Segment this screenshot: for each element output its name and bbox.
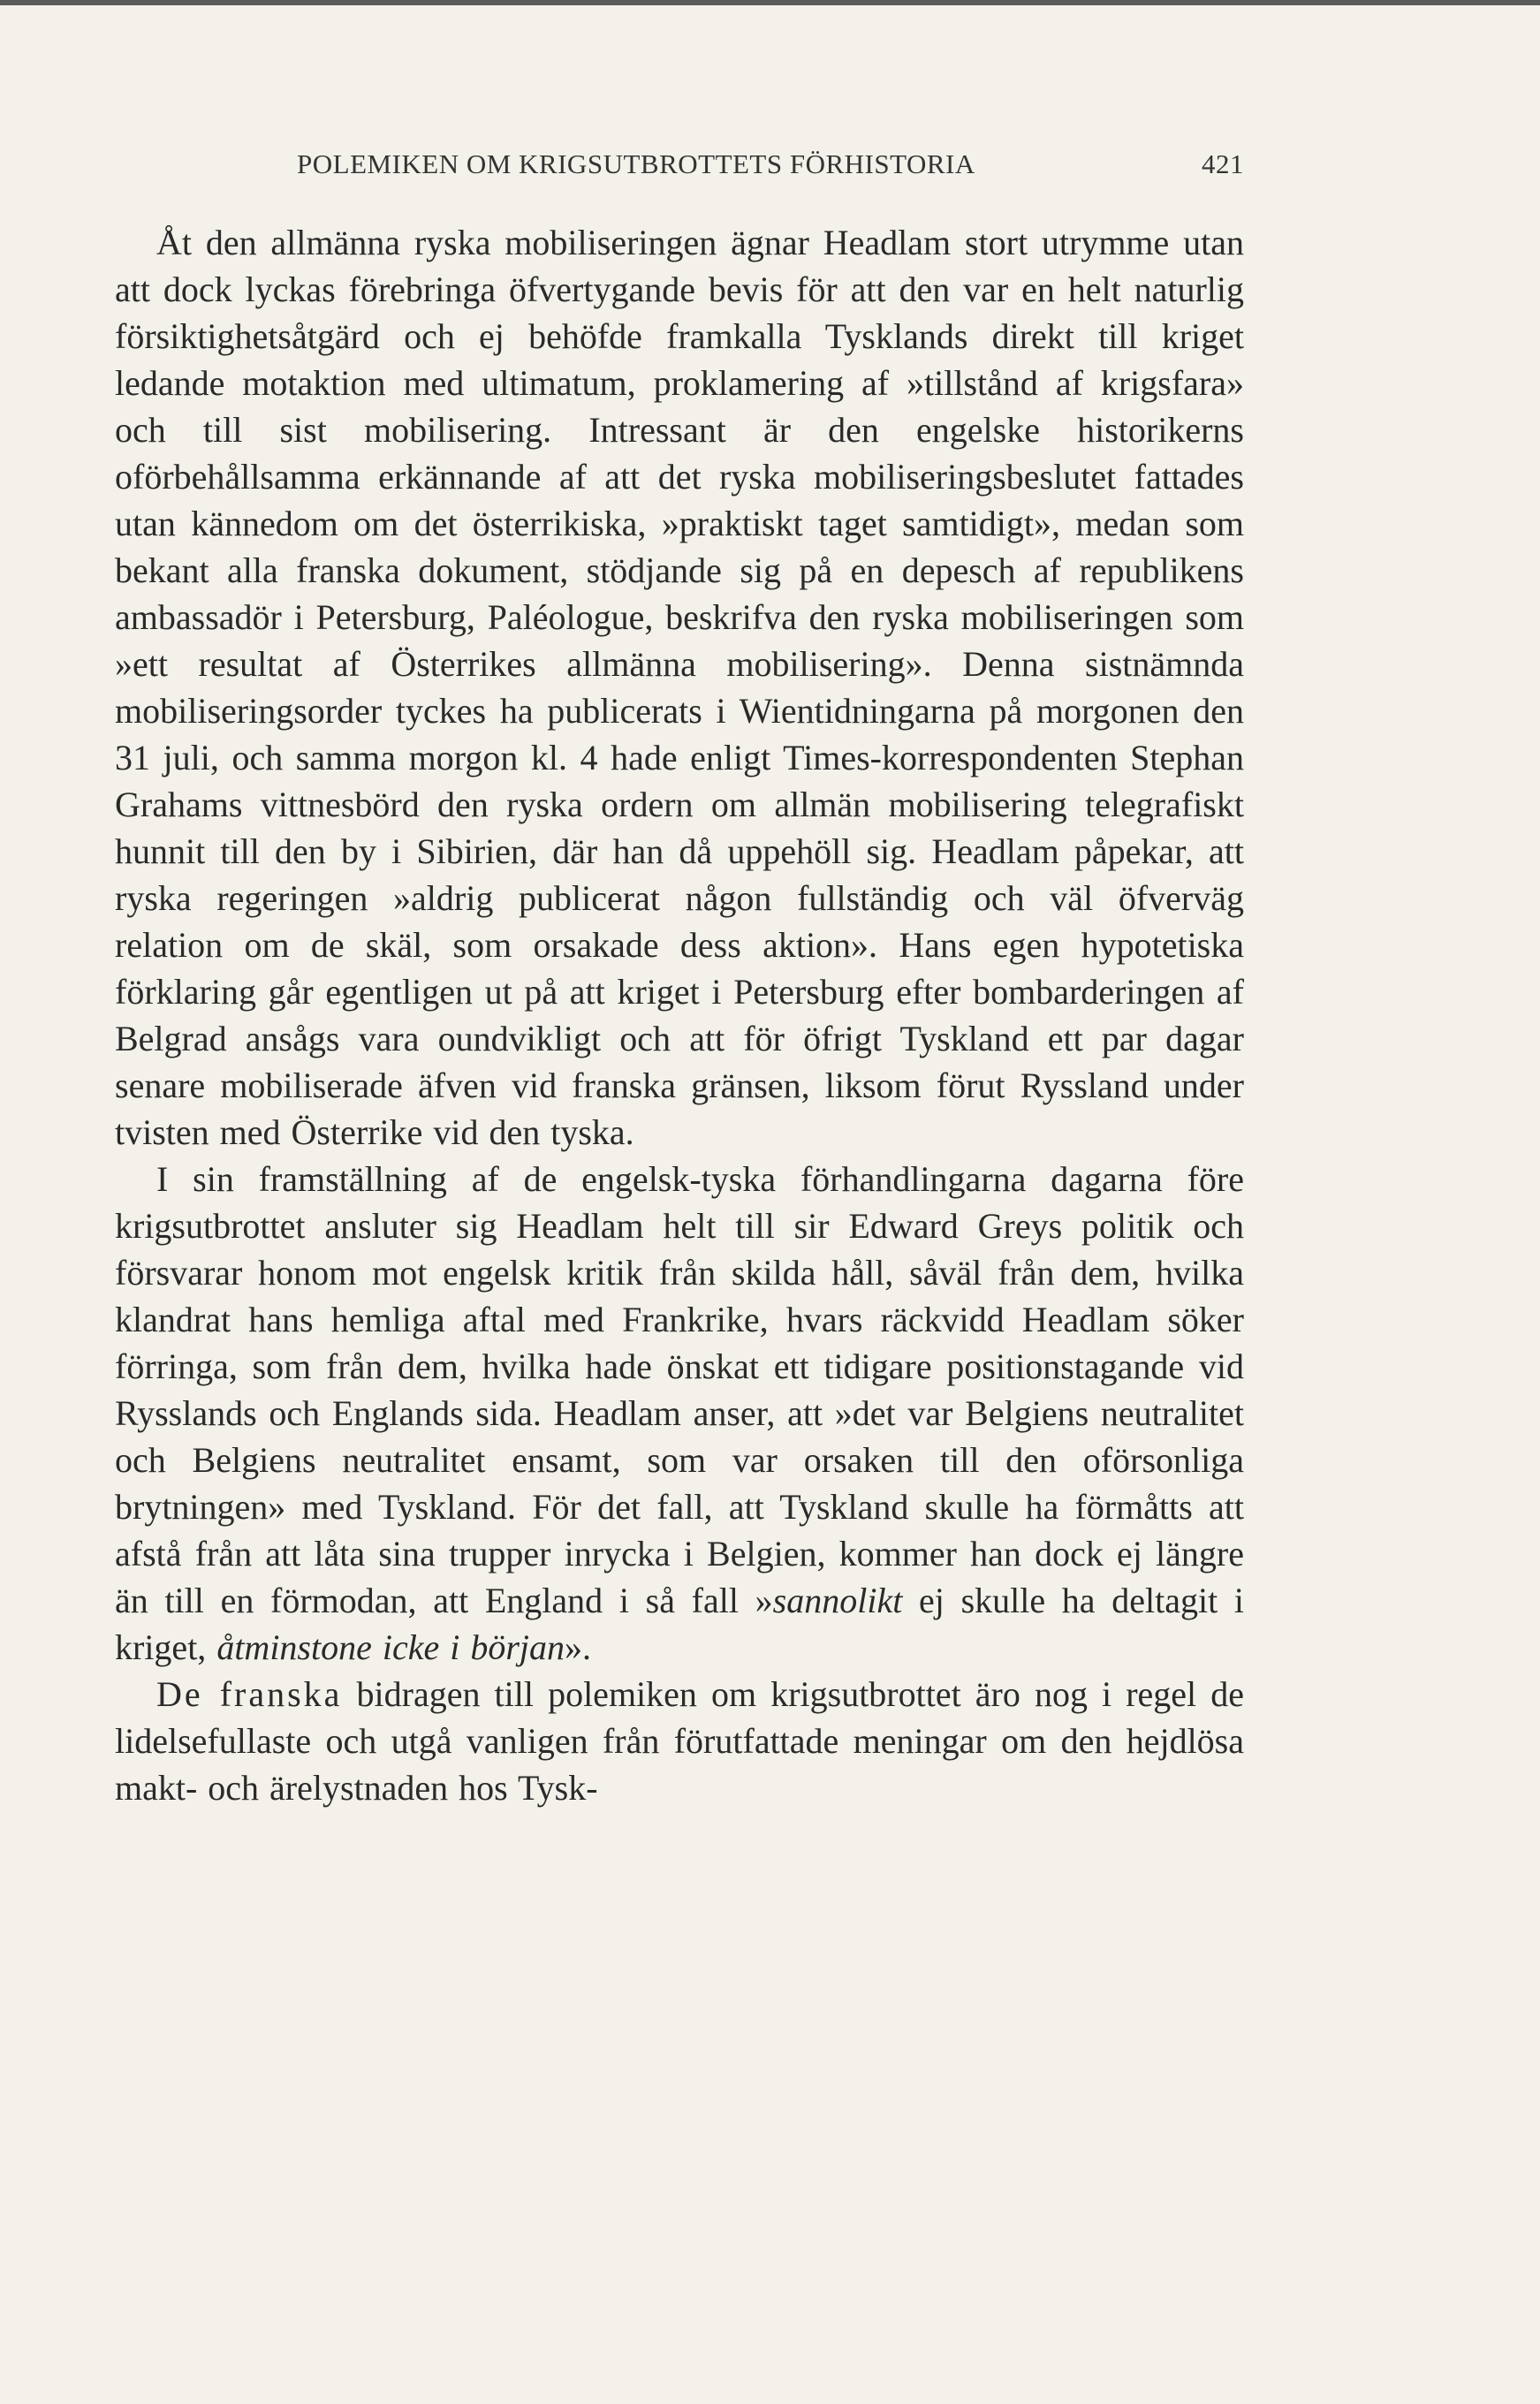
italic-atminstone: åtminstone icke i början xyxy=(216,1627,565,1667)
paragraph-2-end: ». xyxy=(565,1627,592,1667)
italic-sannolikt: sannolikt xyxy=(772,1581,903,1620)
paragraph-3-text: bidragen till polemiken om krigsutbrottet äro nog i regel de lidelsefullaste och utgå vanligen från förutfattade meningar om den hejdlösa makt- och ärelystnaden hos Tysk- xyxy=(115,1674,1244,1808)
paragraph-3 xyxy=(115,1671,1244,1811)
spaced-emphasis: De franska xyxy=(156,1674,343,1714)
top-edge-rule xyxy=(0,0,1540,5)
paragraph-2-text: I sin framställning af de engelsk-tyska förhandlingarna dagarna före krigsutbrottet ansluter sig Headlam helt till sir Edward Greys politik och försvarar honom mot engelsk kritik från skilda håll, såväl från dem, hvilka klandrat hans hemliga aftal med Frankrike, hvars räckvidd Headlam söker förringa, som från dem, hvilka hade önskat ett tidigare positionstagande vid Rysslands och Englands sida. Headlam anser, att »det var Belgiens neutralitet och Belgiens neutralitet ensamt, som var orsaken till den oförsonliga brytningen» med Tyskland. För det fall, att Tyskland skulle ha förmåtts att afstå från att låta sina trupper inrycka i Belgien, kommer han dock ej längre än till en förmodan, att England i så fall » xyxy=(115,1159,1244,1620)
running-header xyxy=(113,148,1244,193)
paragraph-1-text: Åt den allmänna ryska mobiliseringen ägnar Headlam stort utrymme utan att dock lyckas förebringa öfvertygande bevis för att den var en helt naturlig försiktighetsåtgärd och ej behöfde framkalla Tysklands direkt till kriget ledande motaktion med ultimatum, proklamering af »tillstånd af krigsfara» och till sist mobilisering. Intressant är den engelske historikerns oförbehållsamma erkännande af att det ryska mobiliseringsbeslutet fattades utan kännedom om det österrikiska, »praktiskt taget samtidigt», medan som bekant alla franska dokument, stödjande sig på en depesch af republikens ambassadör i Petersburg, Paléologue, beskrifva den ryska mobiliseringen som »ett resultat af Österrikes allmänna mobilisering». Denna sistnämnda mobiliseringsorder tyckes ha publicerats i Wientidningarna på morgonen den 31 juli, och samma morgon kl. 4 hade enligt Times-korrespondenten Stephan Grahams vittnesbörd den ryska ordern om allmän mobilisering telegrafiskt hunnit till den by i Sibirien, där han då uppehöll sig. Headlam påpekar, att ryska regeringen »aldrig publicerat någon fullständig och väl öfverväg relation om de skäl, som orsakade dess aktion». Hans egen hypotetiska förklaring går egentligen ut på att kriget i Petersburg efter bombarderingen af Belgrad ansågs vara oundvikligt och att för öfrigt Tyskland ett par dagar senare mobiliserade äfven vid franska gränsen, liksom förut Ryssland under tvisten med Österrike vid den tyska. xyxy=(115,223,1244,1152)
body-text xyxy=(115,219,1244,1811)
running-title: POLEMIKEN OM KRIGSUTBROTTETS FÖRHISTORIA xyxy=(297,148,975,179)
page-number: 421 xyxy=(1202,148,1244,179)
paragraph-2 xyxy=(115,1156,1244,1671)
paragraph-1 xyxy=(115,219,1244,1156)
paragraph-2-middle: ej skulle ha deltagit i kriget, xyxy=(115,1581,1244,1667)
